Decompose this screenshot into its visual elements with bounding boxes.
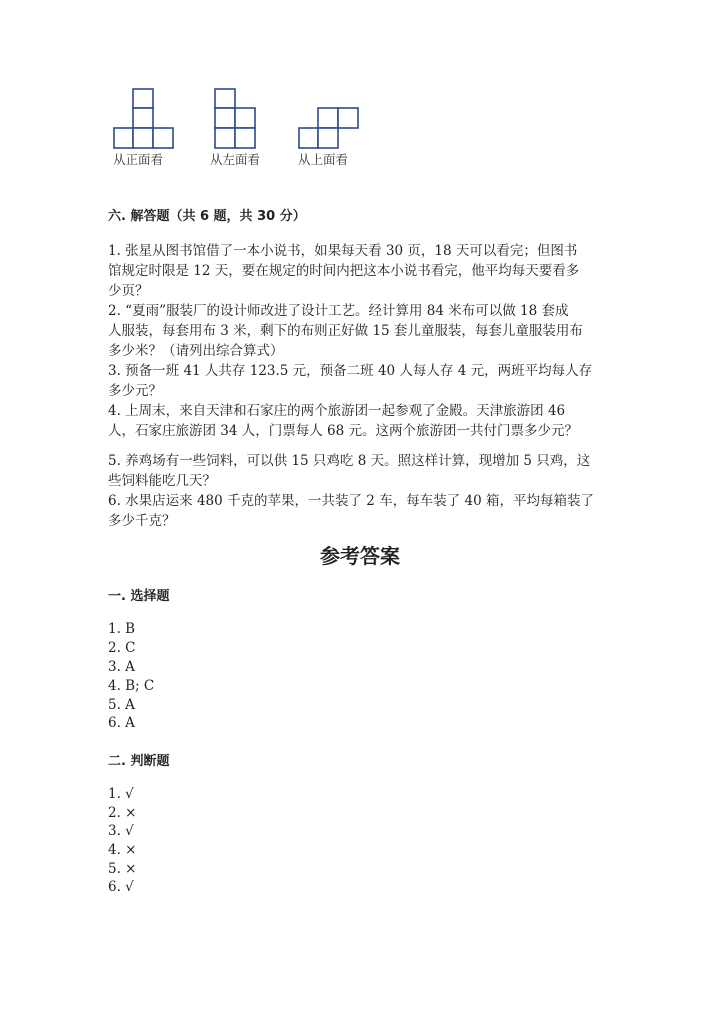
answer-item: 6. √ (108, 879, 134, 895)
three-view-figures (0, 0, 400, 160)
question-line: 多少千克？ (108, 513, 176, 529)
answer-item: 2. C (108, 640, 136, 656)
left-view-label: 从左面看 (210, 152, 261, 167)
choice-heading: 一. 选择题 (108, 589, 170, 604)
judge-heading: 二. 判断题 (108, 754, 170, 769)
answer-item: 4. B; C (108, 678, 155, 694)
question-line: 多少米？（请列出综合算式） (108, 343, 284, 359)
answer-item: 5. A (108, 697, 135, 713)
question-line: 馆规定时限是 12 天，要在规定的时间内把这本小说书看完，他平均每天要看多 (108, 263, 580, 279)
question-line: 人，石家庄旅游团 34 人，门票每人 68 元。这两个旅游团一共付门票多少元？ (108, 423, 579, 439)
question-line: 6. 水果店运来 480 千克的苹果，一共装了 2 车，每车装了 40 箱，平均每箱装了 (108, 493, 594, 509)
top-view-figure (299, 108, 358, 148)
front-view-figure (114, 89, 173, 148)
answer-item: 3. √ (108, 823, 134, 839)
top-view-label: 从上面看 (298, 152, 349, 167)
question-line: 4. 上周末，来自天津和石家庄的两个旅游团一起参观了金殿。天津旅游团 46 (108, 403, 566, 419)
question-line: 些饲料能吃几天？ (108, 473, 216, 489)
answer-item: 1. √ (108, 786, 134, 802)
question-line: 5. 养鸡场有一些饲料，可以供 15 只鸡吃 8 天。照这样计算，现增加 5 只鸡，这 (108, 453, 591, 469)
answers-title: 参考答案 (320, 544, 400, 568)
answer-item: 5. × (108, 861, 137, 877)
left-view-figure (215, 89, 255, 148)
front-view-label: 从正面看 (113, 152, 164, 167)
question-line: 多少元？ (108, 383, 162, 399)
answer-item: 3. A (108, 659, 135, 675)
question-line: 2. “夏雨”服装厂的设计师改进了设计工艺。经计算用 84 米布可以做 18 套成 (108, 303, 569, 319)
question-line: 人服装，每套用布 3 米，剩下的布则正好做 15 套儿童服装，每套儿童服装用布 (108, 323, 583, 339)
section-heading: 六. 解答题（共 6 题，共 30 分） (108, 209, 306, 224)
question-line: 3. 预备一班 41 人共存 123.5 元，预备二班 40 人每人存 4 元，两班平均每人存 (108, 363, 593, 379)
answer-item: 4. × (108, 842, 137, 858)
question-line: 1. 张星从图书馆借了一本小说书，如果每天看 30 页，18 天可以看完；但图书 (108, 243, 578, 259)
question-line: 少页？ (108, 283, 149, 299)
answer-item: 6. A (108, 715, 135, 731)
answer-item: 1. B (108, 621, 136, 637)
answer-item: 2. × (108, 805, 137, 821)
